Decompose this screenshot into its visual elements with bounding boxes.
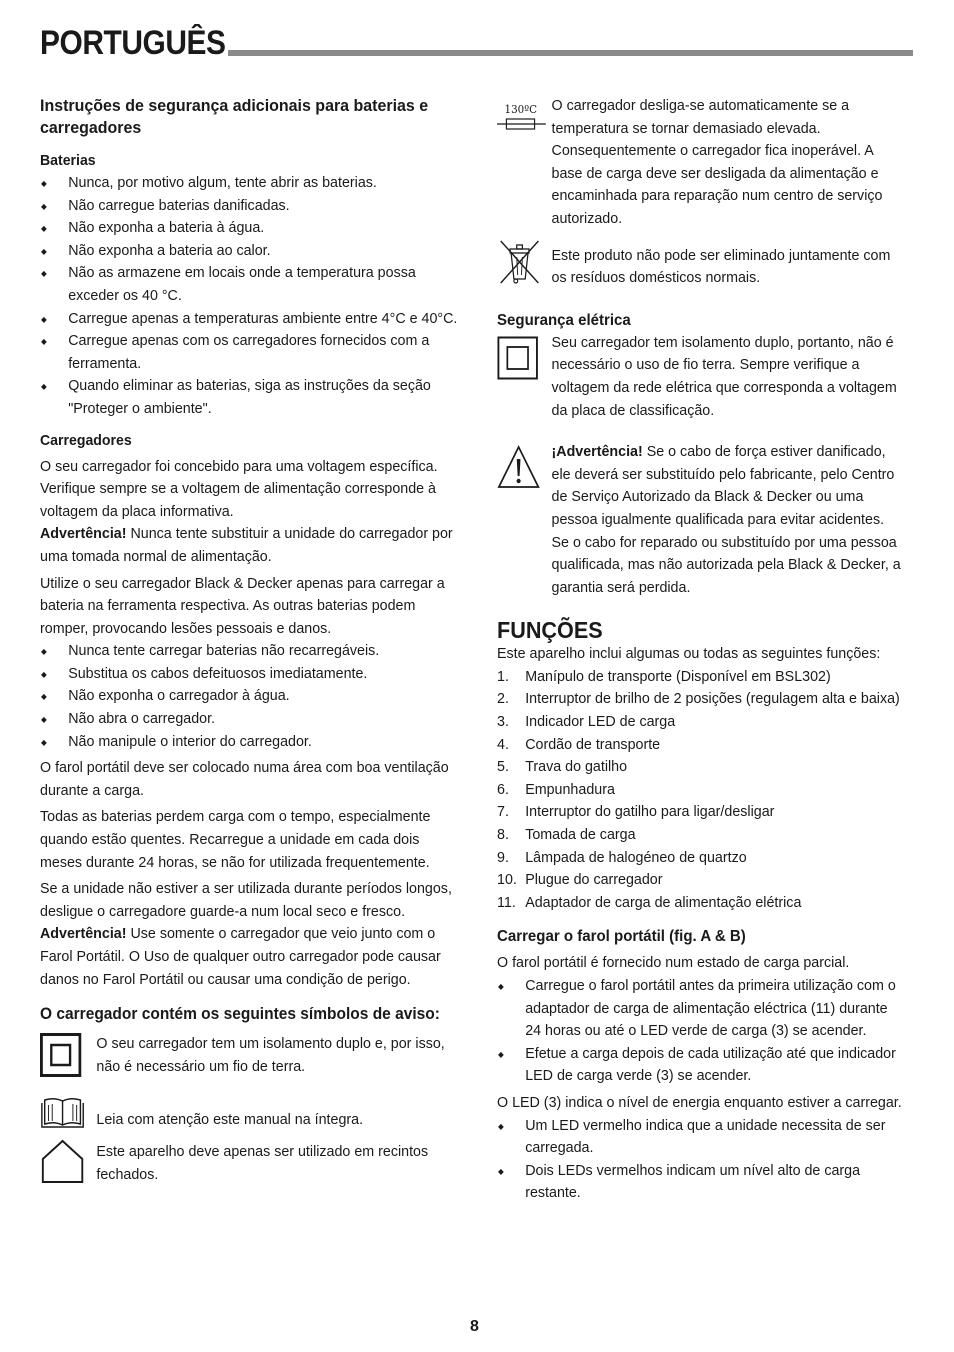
function-number: 1.: [497, 667, 509, 685]
function-item: [497, 847, 904, 870]
symbol-manual-row: [40, 1097, 458, 1133]
symbols-heading: O carregador contém os seguintes símbolos de aviso:: [40, 1005, 440, 1024]
function-item: [497, 779, 904, 802]
batteries-heading: Baterias: [40, 152, 96, 169]
function-text: Trava do gatilho: [525, 758, 628, 776]
list-item: ◆ Efetue a carga depois de cada utilização até que indicador LED de carga verde (3) se acender.: [497, 1043, 904, 1088]
crossed-bin-icon: [497, 239, 542, 285]
list-item: ◆ Substitua os cabos defeituosos imediatamente.: [40, 663, 458, 686]
symbol-double-insulation-text: O seu carregador tem um isolamento duplo e, por isso, não é necessário um fio de terra.: [96, 1035, 445, 1075]
function-item: [497, 892, 904, 915]
double-insulation-icon: [497, 336, 538, 380]
function-item: [497, 869, 904, 892]
chargers-heading: Carregadores: [40, 431, 132, 449]
function-text: Indicador LED de carga: [525, 713, 676, 731]
led-list: [497, 1115, 904, 1205]
function-item: [497, 824, 904, 847]
charge-intro: O farol portátil é fornecido num estado de carga parcial.: [497, 954, 850, 972]
cable-warning-row: [497, 441, 904, 599]
warning-label: Advertência!: [40, 925, 127, 943]
cable-warning-text: ¡Advertência! Se o cabo de força estiver danificado, ele deverá ser substituído pelo fabricante, pelo Centro de Serviço Autorizado da Black & Decker ou uma pessoa igualmente qualificada para evitar acidentes. Se o cabo for reparado ou substituído por uma pessoa qualificada, mas não autorizada pela Black & Decker, a garantia será perdida.: [551, 443, 901, 596]
warning-label: Advertência!: [40, 525, 127, 543]
list-item: ◆ Um LED vermelho indica que a unidade necessita de ser carregada.: [497, 1115, 904, 1160]
function-text: Cordão de transporte: [525, 735, 661, 753]
list-item: ◆ Não exponha a bateria à água.: [40, 217, 458, 240]
list-item: ◆ Dois LEDs vermelhos indicam um nível alto de carga restante.: [497, 1160, 904, 1205]
function-number: 2.: [497, 690, 509, 708]
function-item: [497, 711, 904, 734]
page-title: PORTUGUÊS: [40, 24, 226, 62]
title-rule: [228, 50, 913, 56]
symbol-temperature-row: [497, 95, 904, 231]
function-text: Interruptor do gatilho para ligar/desligar: [525, 803, 775, 821]
list-item: ◆ Nunca, por motivo algum, tente abrir as baterias.: [40, 172, 458, 195]
symbol-indoor-row: [40, 1141, 458, 1187]
function-item: [497, 756, 904, 779]
electric-safety-text: Seu carregador tem isolamento duplo, portanto, não é necessário o uso de fio terra. Sempre verifique a voltagem da rede elétrica que corresponda a voltagem da placa de classificação.: [551, 333, 897, 419]
function-number: 8.: [497, 826, 509, 844]
chargers-warning-2: Advertência! Use somente o carregador que veio junto com o Farol Portátil. O Uso de qualquer outro carregador pode causar danos no Farol Portátil ou causar uma condição de perigo.: [40, 925, 441, 988]
symbol-manual-text: Leia com atenção este manual na íntegra.: [96, 1111, 364, 1129]
function-number: 4.: [497, 735, 509, 753]
ventilation-paragraph: O farol portátil deve ser colocado numa área com boa ventilação durante a carga.: [40, 759, 449, 799]
led-intro: O LED (3) indica o nível de energia enquanto estiver a carregar.: [497, 1093, 902, 1111]
symbol-waste-row: [497, 245, 904, 290]
function-item: [497, 734, 904, 757]
temperature-symbol: [497, 104, 546, 139]
symbol-double-insulation-row: [40, 1033, 458, 1083]
function-text: Adaptador de carga de alimentação elétrica: [525, 893, 802, 911]
safety-heading: Instruções de segurança adicionais para baterias e carregadores: [40, 96, 429, 137]
functions-intro: Este aparelho inclui algumas ou todas as seguintes funções:: [497, 645, 881, 663]
lose-charge-paragraph: Todas as baterias perdem carga com o tempo, especialmente quando estão quentes. Recarregue a unidade em cada dois meses durante 24 horas, se não for utilizada frequentemente.: [40, 808, 431, 871]
function-item: [497, 801, 904, 824]
list-item: ◆ Não exponha o carregador à água.: [40, 685, 458, 708]
list-item: ◆ Não abra o carregador.: [40, 708, 458, 731]
chargers-paragraph-1: O seu carregador foi concebido para uma voltagem específica. Verifique sempre se a voltagem de alimentação corresponde à voltagem da placa informativa.: [40, 457, 438, 520]
function-text: Manípulo de transporte (Disponível em BSL302): [525, 667, 831, 685]
function-number: 9.: [497, 848, 509, 866]
warning-triangle-icon: [497, 445, 540, 489]
function-text: Tomada de carga: [525, 826, 636, 844]
chargers-warning-1: Advertência! Nunca tente substituir a unidade do carregador por uma tomada normal de alimentação.: [40, 525, 453, 565]
list-item: ◆ Carregue apenas com os carregadores fornecidos com a ferramenta.: [40, 330, 458, 375]
list-item: ◆ Não manipule o interior do carregador.: [40, 731, 458, 754]
read-manual-icon: [40, 1097, 85, 1129]
batteries-list: [40, 172, 458, 421]
symbol-indoor-text: Este aparelho deve apenas ser utilizado em recintos fechados.: [96, 1143, 429, 1183]
electric-safety-heading: Segurança elétrica: [497, 311, 631, 329]
functions-list: [497, 666, 904, 915]
function-text: Empunhadura: [525, 780, 615, 798]
function-number: 5.: [497, 758, 509, 776]
function-item: [497, 688, 904, 711]
function-number: 3.: [497, 713, 509, 731]
function-text: Plugue do carregador: [525, 871, 663, 889]
function-number: 6.: [497, 780, 509, 798]
symbol-waste-text: Este produto não pode ser eliminado juntamente com os resíduos domésticos normais.: [551, 246, 891, 287]
fuse-icon: [497, 117, 546, 131]
electric-safety-row: [497, 332, 904, 422]
list-item: ◆ Não as armazene em locais onde a temperatura possa exceder os 40 °C.: [40, 262, 458, 307]
symbol-temperature-text: O carregador desliga-se automaticamente se a temperatura se tornar demasiado elevada. Consequentemente o carregador fica inoperável. A base de carga deve ser desligada da alimentação e encaminhada para reparação num centro de serviço autorizado.: [551, 97, 883, 227]
double-insulation-icon: [40, 1033, 81, 1077]
storage-paragraph: Se a unidade não estiver a ser utilizada durante períodos longos, desligue o carregadore guarde-a num local seco e fresco.: [40, 880, 452, 920]
function-number: 7.: [497, 803, 509, 821]
warning-label: ¡Advertência!: [551, 443, 643, 461]
charge-heading: Carregar o farol portátil (fig. A & B): [497, 928, 746, 946]
list-item: ◆ Carregue apenas a temperaturas ambiente entre 4°C e 40°C.: [40, 308, 458, 331]
function-text: Lâmpada de halogéneo de quartzo: [525, 848, 747, 866]
functions-heading: FUNÇÕES: [497, 617, 603, 644]
charge-list: [497, 975, 904, 1088]
function-number: 11.: [497, 893, 516, 911]
chargers-list: [40, 640, 458, 753]
list-item: ◆ Não exponha a bateria ao calor.: [40, 240, 458, 263]
temperature-label: 130ºC: [504, 103, 538, 116]
list-item: ◆ Nunca tente carregar baterias não recarregáveis.: [40, 640, 458, 663]
right-column: [497, 95, 905, 1205]
function-item: [497, 666, 904, 689]
list-item: ◆ Quando eliminar as baterias, siga as instruções da seção "Proteger o ambiente".: [40, 375, 458, 420]
function-text: Interruptor de brilho de 2 posições (regulagem alta e baixa): [525, 690, 900, 708]
list-item: ◆ Carregue o farol portátil antes da primeira utilização com o adaptador de carga de alimentação eléctrica (11) durante 24 horas ou até o LED verde de carga (3) se acender.: [497, 975, 904, 1043]
indoor-use-icon: [40, 1139, 85, 1183]
left-column: [40, 95, 460, 1187]
chargers-paragraph-2: Utilize o seu carregador Black & Decker apenas para carregar a bateria na ferramenta respectiva. As outras baterias podem romper, provocando lesões pessoais e danos.: [40, 574, 445, 637]
page-number: 8: [470, 1318, 479, 1335]
list-item: ◆ Não carregue baterias danificadas.: [40, 195, 458, 218]
function-number: 10.: [497, 871, 517, 889]
